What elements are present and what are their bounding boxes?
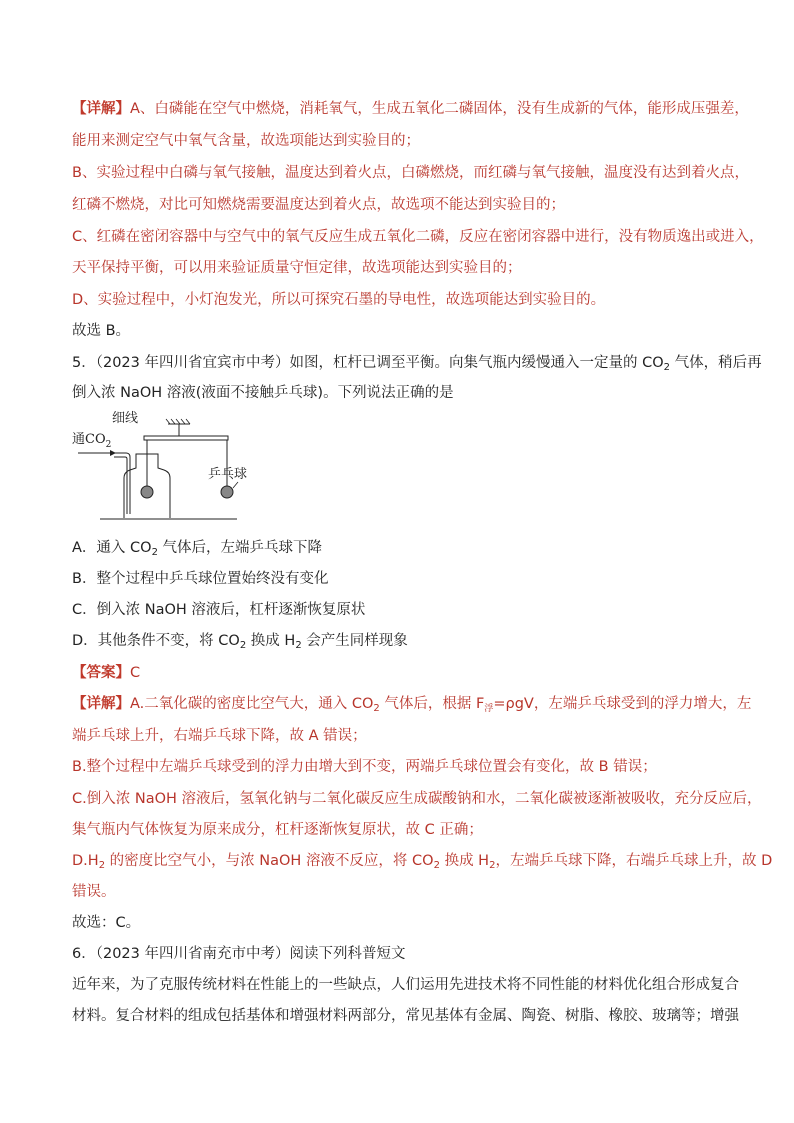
dd1b: 的密度比空气小，与浓 NaOH 溶液不反应，将 CO	[105, 853, 434, 869]
q6-title: 6．（2023 年四川省南充市中考）阅读下列科普短文	[72, 946, 406, 962]
q5-detail-d2: 错误。	[72, 884, 116, 900]
da1c: =ρgV，左端乒乓球受到的浮力增大，左	[493, 696, 752, 712]
right-ping-pong-ball	[221, 486, 233, 498]
da1-sub2: 浮	[484, 704, 494, 714]
dd1-sub2: 2	[433, 860, 440, 871]
p4-line-b2: 红磷不燃烧，对比可知燃烧需要温度达到着火点，故选项不能达到实验目的；	[72, 197, 565, 213]
q6-passage-line1: 近年来，为了克服传统材料在性能上的一些缺点，人们运用先进技术将不同性能的材料优化组合形成复合	[72, 977, 739, 993]
opt-d-sub2: 2	[295, 640, 302, 651]
lever-bar	[144, 436, 228, 440]
lever-apparatus-figure	[72, 406, 252, 530]
dd1a: D.H	[72, 853, 99, 869]
dd1-sub: 2	[98, 860, 106, 871]
da1b: 气体后，根据 F	[379, 696, 485, 712]
opt-a-part1: A．通入 CO	[72, 540, 152, 556]
da1a: A.二氧化碳的密度比空气大，通入 CO	[130, 696, 374, 712]
p4-line-d1: D、实验过程中，小灯泡发光，所以可探究石墨的导电性，故选项能达到实验目的。	[72, 292, 606, 308]
q5-detail-c1: C.倒入浓 NaOH 溶液后，氢氧化钠与二氧化碳反应生成碳酸钠和水，二氧化碳被逐渐被吸收，充分反应后，	[72, 791, 762, 807]
inlet-tube-outer	[114, 453, 130, 514]
dd1-sub3: 2	[489, 860, 496, 871]
q5-stem-line2: 倒入浓 NaOH 溶液(液面不接触乒乓球)。下列说法正确的是	[72, 385, 454, 401]
q5-l1a: 5．（2023 年四川省宜宾市中考）如图，杠杆已调至平衡。向集气瓶内缓慢通入一定量的 CO	[72, 355, 664, 371]
ceiling-hatch	[166, 419, 190, 424]
label-thin-line: 细线	[112, 411, 139, 426]
opt-a-part2: 气体后，左端乒乓球下降	[157, 540, 323, 556]
q6-passage-line2: 材料。复合材料的组成包括基体和增强材料两部分，常见基体有金属、陶瓷、树脂、橡胶、玻璃等；增强	[72, 1008, 739, 1024]
q5-detail-a1	[72, 694, 752, 716]
left-ping-pong-ball	[141, 486, 153, 498]
dd1d: ，左端乒乓球下降，右端乒乓球上升，故 D	[495, 853, 773, 869]
opt-a-sub: 2	[151, 547, 158, 558]
q5-option-b: B．整个过程中乒乓球位置始终没有变化	[72, 571, 329, 587]
inlet-tube-inner	[114, 457, 127, 514]
opt-d-part2: 换成 H	[246, 633, 296, 649]
q5-l1-sub: 2	[663, 362, 671, 373]
label-gas-inlet: 通$CO_2$	[72, 432, 112, 450]
p4-line-b1: B、实验过程中白磷与氧气接触，温度达到着火点，白磷燃烧，而红磷与氧气接触，温度没有达到着火点，	[72, 165, 749, 181]
q5-l1b: 气体，稍后再	[670, 355, 762, 371]
answer-tag: 【答案】	[72, 665, 130, 681]
q5-conclusion: 故选：C。	[72, 915, 141, 931]
q5-answer	[72, 663, 732, 683]
q5-option-c: C．倒入浓 NaOH 溶液后，杠杆逐渐恢复原状	[72, 602, 366, 618]
p4-line-a2: 能用来测定空气中氧气含量，故选项能达到实验目的；	[72, 133, 420, 149]
da1-sub: 2	[373, 703, 380, 714]
q5-detail-a2: 端乒乓球上升，右端乒乓球下降，故 A 错误；	[72, 728, 367, 744]
opt-d-part3: 会产生同样现象	[301, 633, 408, 649]
opt-d-sub1: 2	[239, 640, 247, 651]
q5-option-a	[72, 538, 732, 560]
q5-detail-c2: 集气瓶内气体恢复为原来成分，杠杆逐渐恢复原状，故 C 正确；	[72, 822, 483, 838]
p4-conclusion: 故选 B。	[72, 323, 131, 339]
p4-a1-text: A、白磷能在空气中燃烧，消耗氧气，生成五氧化二磷固体，没有生成新的气体，能形成压强差，	[130, 101, 749, 117]
ball-label-leader	[233, 482, 238, 488]
p4-line-c1: C、红磷在密闭容器中与空气中的氧气反应生成五氧化二磷，反应在密闭容器中进行，没有物质逸出或进入，	[72, 229, 764, 245]
q5-option-d	[72, 631, 732, 653]
label-ping-pong-ball: 乒乓球	[208, 467, 248, 482]
dd1c: 换成 H	[439, 853, 490, 869]
q5-stem-line1	[72, 353, 762, 375]
opt-d-part1: D．其他条件不变，将 CO	[72, 633, 240, 649]
lever-apparatus-diagram	[72, 406, 252, 530]
p4-line-a1	[72, 99, 749, 119]
q5-detail-d1	[72, 851, 773, 873]
detail-tag-2: 【详解】	[72, 696, 130, 712]
detail-tag: 【详解】	[72, 101, 130, 117]
answer-value: C	[130, 665, 141, 681]
q5-detail-b1: B.整个过程中左端乒乓球受到的浮力由增大到不变，两端乒乓球位置会有变化，故 B 错误；	[72, 759, 657, 775]
p4-line-c2: 天平保持平衡，可以用来验证质量守恒定律，故选项能达到实验目的；	[72, 260, 522, 276]
